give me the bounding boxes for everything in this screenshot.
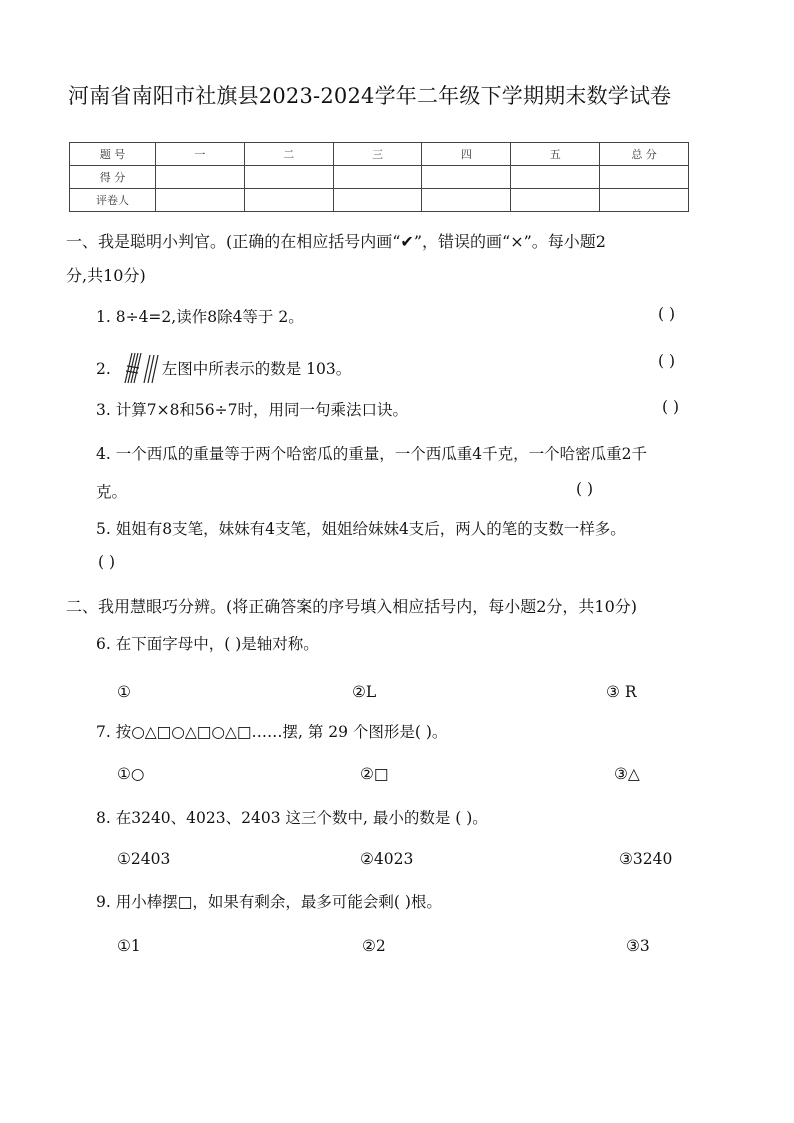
score-input-cell[interactable]	[511, 189, 600, 212]
score-input-cell[interactable]	[156, 189, 245, 212]
score-input-cell[interactable]	[600, 189, 689, 212]
answer-paren-3[interactable]: ( )	[662, 398, 680, 416]
score-input-cell[interactable]	[156, 166, 245, 189]
score-table	[69, 142, 689, 212]
stick-bundle-icon	[117, 350, 161, 390]
question-6: 6. 在下面字母中，( )是轴对称。	[96, 635, 319, 653]
section1-heading: 一、我是聪明小判官。(正确的在相应括号内画“✔”，错误的画“×”。每小题2	[66, 232, 606, 251]
question-7: 7. 按○△□○△□○△□……摆, 第 29 个图形是( )。	[96, 723, 448, 741]
table-cell: 一	[156, 143, 245, 166]
question-3: 3. 计算7×8和56÷7时，用同一句乘法口诀。	[96, 401, 408, 419]
q6-option-3[interactable]: ③ R	[606, 683, 637, 701]
q8-option-2[interactable]: ②4023	[360, 850, 414, 868]
table-cell: 四	[422, 143, 511, 166]
answer-paren-1[interactable]: ( )	[658, 305, 676, 323]
score-table-header-row	[70, 143, 689, 166]
answer-paren-4[interactable]: ( )	[576, 480, 594, 498]
answer-paren-5[interactable]: ( )	[98, 553, 116, 571]
table-cell: 五	[511, 143, 600, 166]
q6-option-2[interactable]: ②L	[352, 683, 377, 701]
question-9: 9. 用小棒摆□，如果有剩余，最多可能会剩( )根。	[96, 893, 442, 911]
score-input-cell[interactable]	[422, 189, 511, 212]
score-input-cell[interactable]	[333, 166, 422, 189]
table-cell: 评卷人	[70, 189, 156, 212]
section2-heading: 二、我用慧眼巧分辨。(将正确答案的序号填入相应括号内，每小题2分，共10分)	[66, 597, 638, 616]
table-cell: 题 号	[70, 143, 156, 166]
question-2	[96, 350, 351, 390]
score-input-cell[interactable]	[422, 166, 511, 189]
q8-option-1[interactable]: ①2403	[117, 850, 171, 868]
question-4: 4. 一个西瓜的重量等于两个哈密瓜的重量，一个西瓜重4千克，一个哈密瓜重2千	[96, 445, 647, 463]
question-2-text: 左图中所表示的数是 103。	[161, 360, 352, 378]
page-title: 河南省南阳市社旗县2023-2024学年二年级下学期期末数学试卷	[68, 84, 672, 108]
score-input-cell[interactable]	[333, 189, 422, 212]
question-5: 5. 姐姐有8支笔，妹妹有4支笔，姐姐给妹妹4支后，两人的笔的支数一样多。	[96, 520, 626, 538]
score-input-cell[interactable]	[600, 166, 689, 189]
section1-heading-cont: 分,共10分)	[66, 266, 146, 285]
q9-option-3[interactable]: ③3	[626, 937, 650, 955]
question-4-cont: 克。	[96, 483, 128, 501]
table-cell: 二	[244, 143, 333, 166]
q9-option-2[interactable]: ②2	[362, 937, 386, 955]
question-2-number: 2.	[96, 360, 111, 378]
q9-option-1[interactable]: ①1	[117, 937, 141, 955]
score-input-cell[interactable]	[244, 189, 333, 212]
table-cell: 得 分	[70, 166, 156, 189]
q7-option-3[interactable]: ③△	[614, 765, 640, 783]
q6-option-1[interactable]: ①	[117, 683, 131, 701]
question-8: 8. 在3240、4023、2403 这三个数中, 最小的数是 ( )。	[96, 809, 488, 827]
question-1: 1. 8÷4=2,读作8除4等于 2。	[96, 308, 304, 326]
score-input-cell[interactable]	[244, 166, 333, 189]
q8-option-3[interactable]: ③3240	[619, 850, 673, 868]
table-cell: 总 分	[600, 143, 689, 166]
q7-option-1[interactable]: ①○	[117, 765, 145, 783]
table-cell: 三	[333, 143, 422, 166]
q7-option-2[interactable]: ②□	[360, 765, 389, 783]
answer-paren-2[interactable]: ( )	[658, 352, 676, 370]
score-table-row	[70, 189, 689, 212]
score-table-row	[70, 166, 689, 189]
score-input-cell[interactable]	[511, 166, 600, 189]
